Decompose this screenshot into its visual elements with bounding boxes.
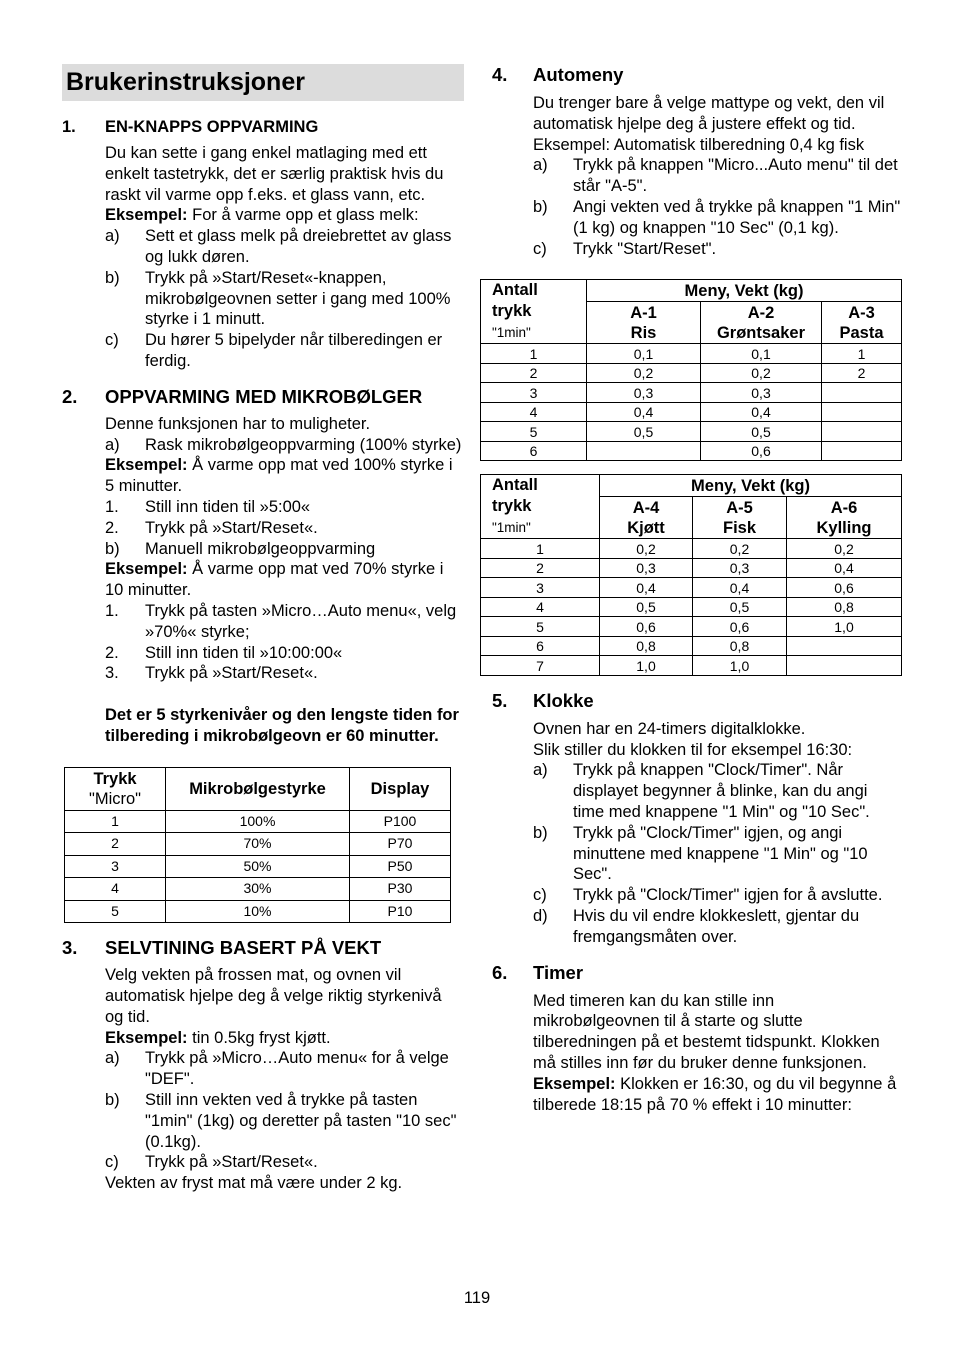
right-column: [480, 64, 902, 1115]
table-cell: 4: [481, 597, 600, 617]
example-label: Eksempel:: [533, 1074, 616, 1093]
table-row: [481, 344, 902, 364]
table-cell: 0,2: [693, 539, 787, 559]
table-cell: 10%: [166, 900, 350, 923]
header-text: Ris: [630, 323, 657, 342]
table-row: [481, 383, 902, 403]
list-marker: a): [105, 227, 120, 246]
column-header-press: [481, 475, 600, 539]
column-header-display: Display: [350, 767, 451, 810]
section-2-heading: [62, 386, 464, 408]
table-row: [481, 656, 902, 676]
table-cell: 0,3: [587, 383, 701, 403]
list-text: Trykk på "Clock/Timer" igjen, og angi minuttene med knappene "1 Min" og "10 Sec".: [573, 823, 868, 884]
list-marker: d): [533, 907, 548, 926]
list-marker: b): [533, 823, 548, 842]
list-item: [105, 518, 464, 539]
section-2-body: [105, 414, 464, 747]
section-6-body: [533, 991, 902, 1116]
table-cell: 0,2: [587, 363, 701, 383]
example-line: [105, 455, 464, 497]
section-number: 3.: [62, 937, 78, 959]
list-text: Trykk på knappen "Clock/Timer". Når displayet begynner å blinke, kan du angi time med knappene "1 Min" og "10 Sec".: [573, 761, 870, 822]
table-cell: 0,6: [693, 617, 787, 637]
table-cell: 0,4: [693, 578, 787, 598]
table-cell: [822, 402, 902, 422]
table-cell: 0,1: [701, 344, 822, 364]
table-cell: 0,5: [600, 597, 693, 617]
section-title: Timer: [533, 961, 584, 983]
table-cell: [587, 441, 701, 461]
paragraph: Slik stiller du klokken til for eksempel 16:30:: [533, 740, 853, 759]
paragraph: Du kan sette i gang enkel matlaging med ett enkelt tastetrykk, det er særlig praktisk hvis du raskt vil varme opp f.eks. et glass vann, etc.: [105, 144, 444, 204]
header-text: A-2: [747, 303, 775, 322]
table-cell: 5: [65, 900, 166, 923]
table-cell: 0,5: [587, 422, 701, 442]
list-text: Trykk på "Clock/Timer" igjen for å avslutte.: [573, 886, 883, 905]
list-text: Manuell mikrobølgeoppvarming: [145, 539, 376, 558]
header-text: "1min": [492, 325, 531, 341]
header-text: Kylling: [816, 518, 872, 537]
header-text: Grøntsaker: [716, 323, 806, 342]
table-cell: 2: [481, 363, 587, 383]
table-cell: 1: [822, 344, 902, 364]
list-item: [105, 330, 464, 372]
paragraph: Vekten av fryst mat må være under 2 kg.: [105, 1174, 403, 1193]
section-6-heading: [492, 962, 902, 984]
list-text: Hvis du vil endre klokkeslett, gjentar du fremgangsmåten over.: [573, 907, 860, 946]
list-text: Trykk på »Start/Reset«.: [145, 664, 318, 683]
table-cell: 0,4: [787, 558, 902, 578]
table-cell: 7: [481, 656, 600, 676]
table-row: [65, 833, 451, 856]
header-text: A-5: [726, 498, 753, 517]
example-text: Klokken er 16:30, og du vil begynne å tilberede 18:15 på 70 % effekt i 10 minutter:: [533, 1074, 897, 1114]
list-item: [105, 539, 464, 560]
example-line: [105, 205, 464, 226]
example-label: Eksempel:: [105, 560, 188, 579]
section-number: 5.: [492, 689, 508, 711]
list-item: [105, 1090, 464, 1152]
table-cell: [822, 422, 902, 442]
section-4-heading: [492, 64, 902, 86]
list-text: Trykk på »Start/Reset«-knappen, mikrobølgeovnen setter i gang med 100% styrke i 1 minutt.: [145, 268, 451, 329]
table-cell: 0,2: [701, 363, 822, 383]
list-text: Trykk "Start/Reset".: [573, 239, 717, 258]
header-text: Trykk: [93, 769, 137, 788]
list-text: Still inn tiden til »10:00:00«: [145, 643, 343, 662]
list-marker: 2.: [105, 518, 119, 537]
table-cell: 4: [481, 402, 587, 422]
table-cell: [822, 441, 902, 461]
list-marker: b): [533, 197, 548, 216]
section-title: SELVTINING BASERT PÅ VEKT: [105, 937, 382, 959]
table-row: [65, 878, 451, 901]
table-cell: 0,3: [600, 558, 693, 578]
table-row: [481, 578, 902, 598]
table-cell: 0,6: [701, 441, 822, 461]
table-cell: 0,2: [787, 539, 902, 559]
table-cell: [822, 383, 902, 403]
table-row: [481, 422, 902, 442]
list-text: Du hører 5 bipelyder når tilberedingen er ferdig.: [145, 331, 443, 370]
table-cell: 70%: [166, 833, 350, 856]
list-text: Still inn vekten ved å trykke på tasten "1min" (1kg) og deretter på tasten "10 sec" (0.1kg).: [145, 1091, 457, 1151]
column-header: [600, 497, 693, 539]
table-cell: 0,4: [701, 402, 822, 422]
section-number: 4.: [492, 64, 508, 85]
table-cell: 1,0: [787, 617, 902, 637]
list-marker: c): [105, 331, 119, 350]
table-row: [481, 558, 902, 578]
column-header: [701, 302, 822, 344]
header-text: trykk: [492, 302, 532, 321]
table-header-row: [481, 280, 902, 302]
list-marker: c): [533, 239, 547, 258]
list-item: [533, 197, 902, 239]
table-cell: 0,8: [787, 597, 902, 617]
column-header: [587, 302, 701, 344]
table-row: [481, 539, 902, 559]
table-cell: [787, 636, 902, 656]
list-item: [105, 663, 464, 684]
list-item: [105, 497, 464, 518]
section-4-body: [533, 93, 902, 259]
table-header-row: [481, 475, 902, 497]
list-item: [105, 643, 464, 664]
section-title: EN-KNAPPS OPPVARMING: [105, 118, 319, 136]
table-row: [65, 810, 451, 833]
table-cell: 5: [481, 422, 587, 442]
list-marker: b): [105, 268, 120, 287]
table-row: [481, 363, 902, 383]
table-cell: P70: [350, 833, 451, 856]
list-text: Trykk på knappen "Micro...Auto menu" til det står "A-5".: [573, 156, 898, 196]
section-1-body: [105, 143, 464, 372]
list-marker: b): [105, 539, 120, 558]
table-cell: 0,5: [693, 597, 787, 617]
table-cell: 2: [481, 558, 600, 578]
list-marker: c): [105, 1153, 119, 1172]
list-item: [533, 155, 902, 197]
list-item: [105, 1152, 464, 1173]
table-cell: 0,3: [701, 383, 822, 403]
list-text: Trykk på »Start/Reset«.: [145, 1153, 318, 1172]
list-item: [533, 239, 902, 260]
table-header-row: [65, 767, 451, 810]
table-cell: 30%: [166, 878, 350, 901]
table-cell: 1: [65, 810, 166, 833]
table-row: [481, 617, 902, 637]
section-3-body: [105, 965, 464, 1194]
table-cell: 0,4: [600, 578, 693, 598]
table-cell: 1,0: [600, 656, 693, 676]
column-header-power: Mikrobølgestyrke: [166, 767, 350, 810]
table-cell: 6: [481, 441, 587, 461]
paragraph: Denne funksjonen har to muligheter.: [105, 414, 371, 433]
paragraph: Med timeren kan du kan stille inn mikrobølgeovnen til å starte og slutte tilberedningen på et bestemt tidspunkt. Klokken må stilles inn før du bruker denne funksjonen.: [533, 991, 880, 1073]
column-header-press: [481, 280, 587, 344]
list-marker: a): [533, 156, 548, 175]
list-text: Angi vekten ved å trykke på knappen "1 Min" (1 kg) og knappen "10 Sec" (0,1 kg).: [573, 197, 901, 237]
header-text: Pasta: [839, 323, 884, 342]
list-marker: 3.: [105, 664, 119, 683]
table-cell: P50: [350, 855, 451, 878]
table-cell: 0,8: [693, 636, 787, 656]
header-text: Antall: [492, 476, 538, 495]
table-cell: 3: [481, 383, 587, 403]
table-cell: 50%: [166, 855, 350, 878]
example-text: Å varme opp mat ved 100% styrke i 5 minutter.: [105, 456, 453, 496]
example-label: Eksempel:: [105, 456, 188, 475]
table-cell: 0,6: [787, 578, 902, 598]
table-row: [481, 441, 902, 461]
table-cell: 1,0: [693, 656, 787, 676]
section-number: 2.: [62, 385, 78, 407]
table-cell: 4: [65, 878, 166, 901]
list-marker: 1.: [105, 601, 119, 620]
table-cell: 0,4: [587, 402, 701, 422]
list-marker: 1.: [105, 497, 119, 516]
example-text: For å varme opp et glass melk:: [187, 206, 419, 225]
table-cell: 0,3: [693, 558, 787, 578]
list-item: [105, 268, 464, 330]
page-title: Brukerinstruksjoner: [62, 64, 464, 101]
table-cell: 1: [481, 344, 587, 364]
header-text: A-1: [630, 303, 657, 322]
section-5-body: [533, 719, 902, 948]
table-cell: 0,8: [600, 636, 693, 656]
header-text: Fisk: [722, 518, 757, 537]
list-marker: b): [105, 1091, 120, 1109]
table-row: [481, 597, 902, 617]
column-header: [787, 497, 902, 539]
left-column: [62, 64, 464, 1194]
header-text: "Micro": [88, 789, 142, 808]
header-text: Antall: [492, 281, 538, 300]
table-row: [481, 636, 902, 656]
table-cell: 2: [822, 363, 902, 383]
table-cell: 3: [65, 855, 166, 878]
list-text: Trykk på »Micro…Auto menu« for å velge "DEF".: [145, 1049, 449, 1089]
section-title: Automeny: [533, 64, 624, 85]
auto-menu-table-2: [480, 474, 902, 676]
table-cell: 0,2: [600, 539, 693, 559]
power-level-table: [64, 767, 451, 924]
column-header-menu: Meny, Vekt (kg): [587, 280, 902, 302]
list-item: [105, 435, 464, 456]
header-text: "1min": [492, 520, 531, 536]
table-cell: 5: [481, 617, 600, 637]
table-cell: 3: [481, 578, 600, 598]
table-cell: 0,1: [587, 344, 701, 364]
paragraph: Du trenger bare å velge mattype og vekt, den vil automatisk hjelpe deg å justere effekt og tid.: [533, 94, 885, 133]
list-text: Sett et glass melk på dreiebrettet av glass og lukk døren.: [145, 227, 452, 266]
list-item: [533, 885, 902, 906]
example-text: tin 0.5kg fryst kjøtt.: [187, 1028, 331, 1047]
list-item: [105, 226, 464, 268]
table-cell: 100%: [166, 810, 350, 833]
list-text: Trykk på »Start/Reset«.: [145, 518, 318, 537]
section-title: Klokke: [533, 689, 594, 711]
header-text: Kjøtt: [627, 518, 665, 537]
list-item: [105, 601, 464, 643]
list-marker: c): [533, 886, 547, 905]
section-title: OPPVARMING MED MIKROBØLGER: [105, 385, 423, 407]
table-cell: 0,5: [701, 422, 822, 442]
list-marker: a): [105, 435, 120, 454]
list-text: Still inn tiden til »5:00«: [145, 497, 311, 516]
example-line: [105, 1028, 464, 1049]
auto-menu-table-1: [480, 279, 902, 461]
list-item: [105, 1048, 464, 1090]
table-cell: 6: [481, 636, 600, 656]
example-text: Å varme opp mat ved 70% styrke i 10 minutter.: [105, 560, 444, 600]
paragraph: Velg vekten på frossen mat, og ovnen vil automatisk hjelpe deg å velge riktig styrkenivå og tid.: [105, 966, 442, 1026]
list-marker: 2.: [105, 643, 119, 662]
header-text: A-6: [830, 498, 858, 517]
column-header: [693, 497, 787, 539]
list-marker: a): [105, 1049, 120, 1068]
list-item: [533, 906, 902, 948]
list-marker: a): [533, 761, 548, 780]
section-number: 1.: [62, 118, 76, 136]
list-text: Rask mikrobølgeoppvarming (100% styrke): [145, 435, 462, 454]
example-label: Eksempel:: [105, 1028, 188, 1047]
section-3-heading: [62, 937, 464, 959]
section-number: 6.: [492, 961, 508, 983]
table-row: [65, 900, 451, 923]
header-text: trykk: [492, 497, 532, 516]
column-header-menu: Meny, Vekt (kg): [600, 475, 902, 497]
table-cell: [787, 656, 902, 676]
table-cell: P100: [350, 810, 451, 833]
table-cell: P10: [350, 900, 451, 923]
section-1-heading: [62, 117, 464, 137]
table-cell: P30: [350, 878, 451, 901]
example-label: Eksempel:: [105, 206, 188, 225]
table-cell: 2: [65, 833, 166, 856]
page-number: 119: [463, 1289, 491, 1307]
header-text: A-4: [632, 498, 660, 517]
note: Det er 5 styrkenivåer og den lengste tiden for tilbereding i mikrobølgeovn er 60 minutter.: [105, 706, 459, 745]
table-cell: 1: [481, 539, 600, 559]
column-header: [822, 302, 902, 344]
example-line: [105, 559, 464, 601]
table-row: [65, 855, 451, 878]
example-line: [533, 1074, 902, 1116]
list-item: [533, 760, 902, 822]
list-text: Trykk på tasten »Micro…Auto menu«, velg »70%« styrke;: [145, 601, 457, 641]
column-header-press: [65, 767, 166, 810]
section-5-heading: [492, 690, 902, 712]
table-cell: 0,6: [600, 617, 693, 637]
paragraph: Eksempel: Automatisk tilberedning 0,4 kg fisk: [533, 135, 865, 154]
list-item: [533, 823, 902, 885]
paragraph: Ovnen har en 24-timers digitalklokke.: [533, 719, 806, 738]
header-text: A-3: [848, 303, 875, 322]
table-row: [481, 402, 902, 422]
